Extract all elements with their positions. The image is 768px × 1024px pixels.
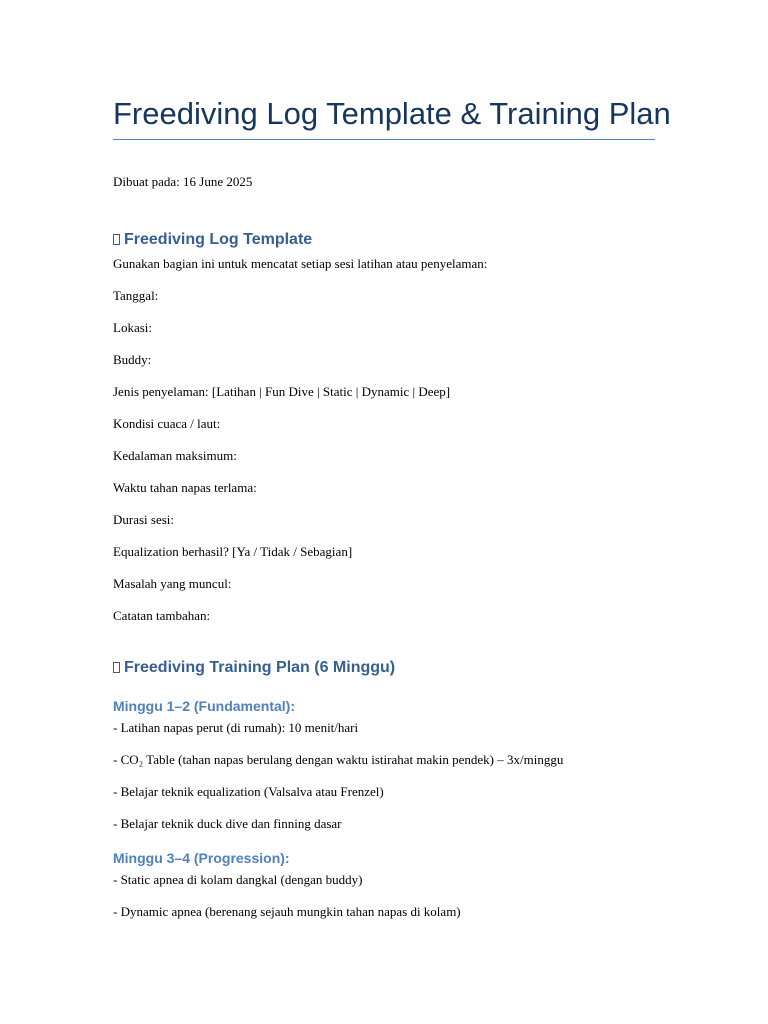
log-section-heading-text: Freediving Log Template [124,231,313,248]
log-field-breath-hold: Waktu tahan napas terlama: [113,480,257,495]
created-date: Dibuat pada: 16 June 2025 [113,174,253,189]
week-3-4-item: - Dynamic apnea (berenang sejauh mungkin tahan napas di kolam) [113,904,461,919]
week-1-2-item: - Latihan napas perut (di rumah): 10 menit/hari [113,720,359,735]
log-field-notes: Catatan tambahan: [113,608,211,623]
log-field-location: Lokasi: [113,320,152,335]
plan-section-heading-text: Freediving Training Plan (6 Minggu) [124,659,396,676]
title-underline [113,139,655,140]
missing-glyph-icon [113,234,120,245]
missing-glyph-icon [113,662,120,673]
log-field-session-duration: Durasi sesi: [113,512,175,527]
plan-section-heading [113,658,395,678]
week-1-2-heading: Minggu 1–2 (Fundamental): [113,698,295,714]
log-field-problems: Masalah yang muncul: [113,576,232,591]
log-field-max-depth: Kedalaman maksimum: [113,448,237,463]
log-intro: Gunakan bagian ini untuk mencatat setiap sesi latihan atau penyelaman: [113,256,488,271]
log-field-equalization: Equalization berhasil? [Ya / Tidak / Sebagian] [113,544,353,559]
log-field-conditions: Kondisi cuaca / laut: [113,416,221,431]
log-field-date: Tanggal: [113,288,159,303]
week-3-4-item: - Static apnea di kolam dangkal (dengan buddy) [113,872,363,887]
week-1-2-item: - CO₂ Table (tahan napas berulang dengan waktu istirahat makin pendek) – 3x/minggu [113,752,564,767]
week-1-2-item: - Belajar teknik equalization (Valsalva atau Frenzel) [113,784,384,799]
log-field-dive-type: Jenis penyelaman: [Latihan | Fun Dive | Static | Dynamic | Deep] [113,384,451,399]
log-section-heading [113,230,312,250]
document-title: Freediving Log Template & Training Plan [113,96,671,131]
log-field-buddy: Buddy: [113,352,152,367]
week-3-4-heading: Minggu 3–4 (Progression): [113,850,290,866]
week-1-2-item: - Belajar teknik duck dive dan finning dasar [113,816,342,831]
